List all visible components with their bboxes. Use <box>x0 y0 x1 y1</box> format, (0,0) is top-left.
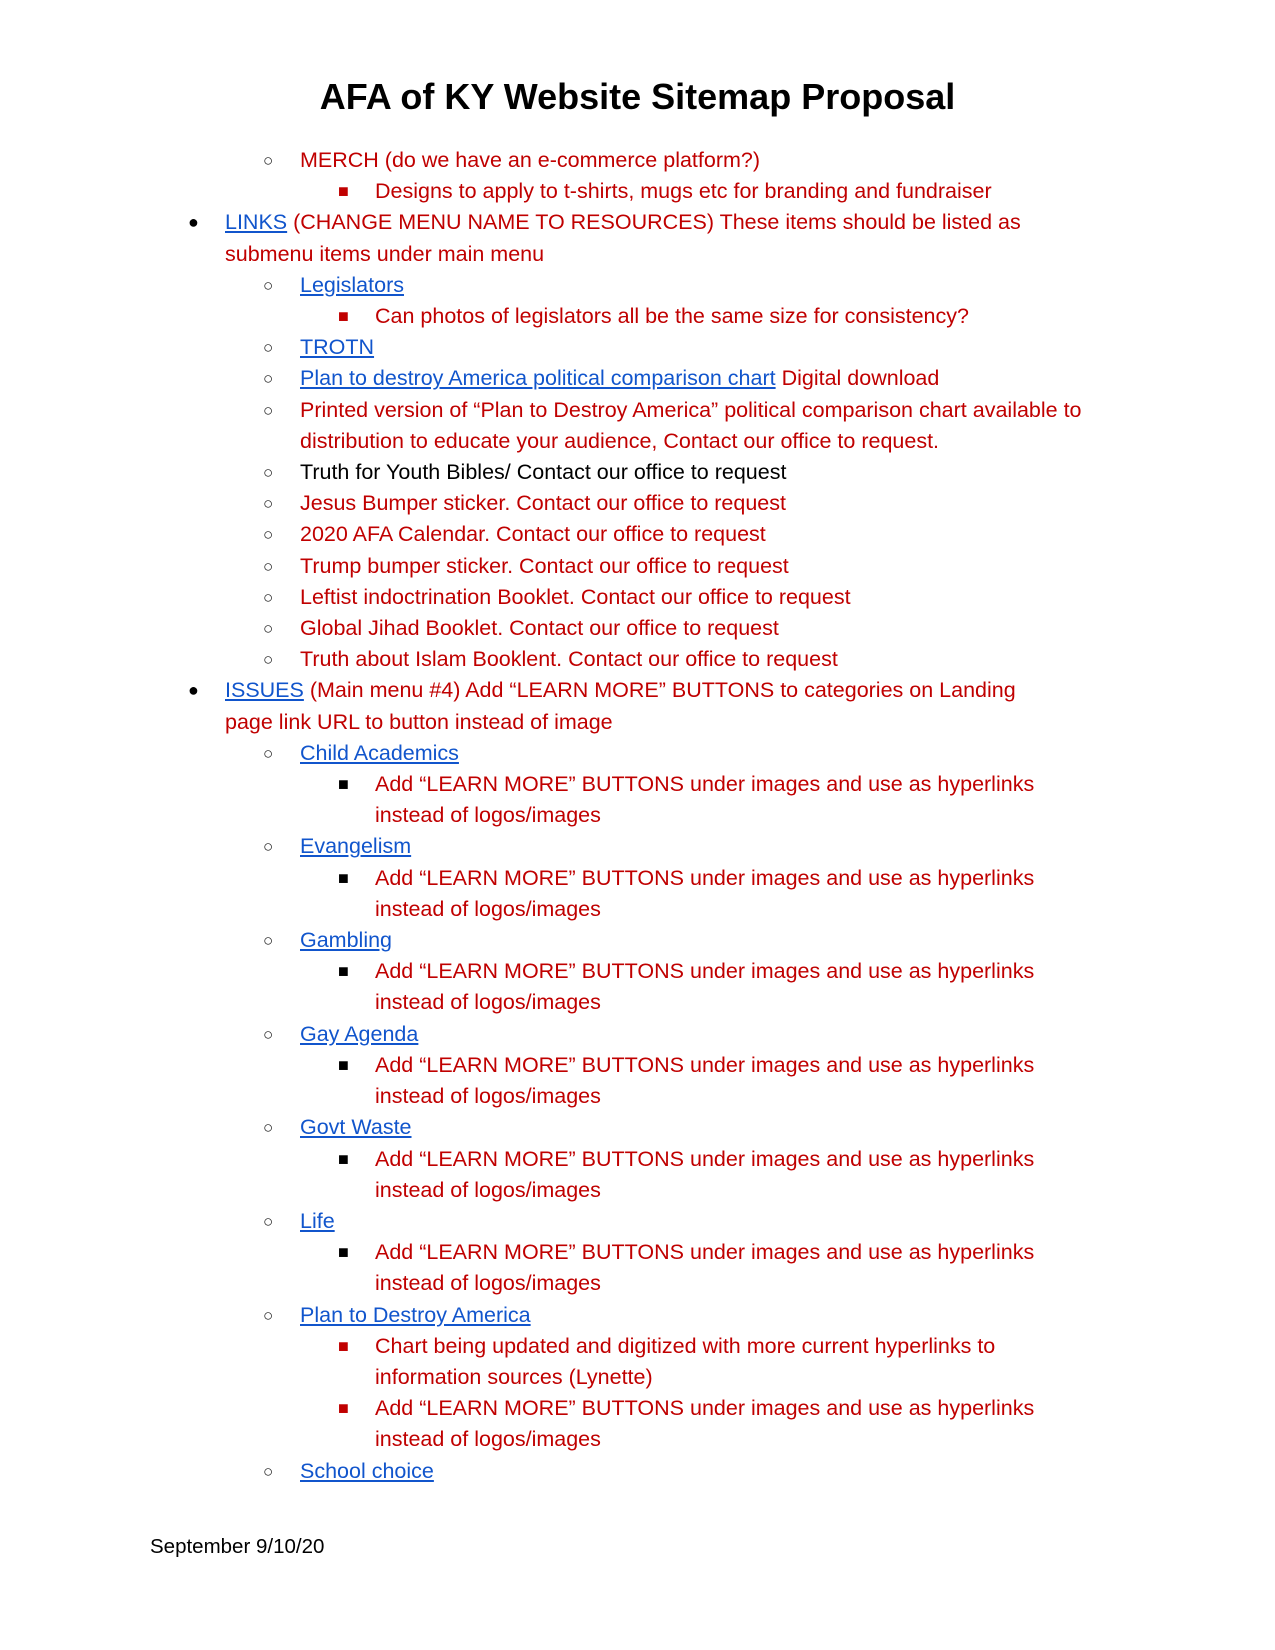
list-item-govt-waste-sub <box>0 1144 1275 1206</box>
list-item-child-academics <box>0 738 1275 769</box>
issues-link[interactable]: ISSUES <box>225 678 304 703</box>
trotn-link[interactable]: TROTN <box>300 335 375 360</box>
hollow-circle-bullet-icon: ○ <box>263 743 274 763</box>
list-item-life <box>0 1206 1275 1237</box>
item-text: Printed version of “Plan to Destroy America” political comparison chart available to distribution to educate your audience, Contact our office to request. <box>300 397 1082 453</box>
item-text: Jesus Bumper sticker. Contact our office to request <box>300 491 786 516</box>
square-bullet-icon: ■ <box>338 306 349 327</box>
hollow-circle-bullet-icon: ○ <box>263 587 274 607</box>
item-text: Truth for Youth Bibles/ Contact our office to request <box>300 460 787 485</box>
item-text: (Main menu #4) Add “LEARN MORE” BUTTONS to categories on Landing page link URL to button instead of image <box>225 678 1016 734</box>
item-text: (CHANGE MENU NAME TO RESOURCES) These items should be listed as submenu items under main menu <box>225 210 1021 266</box>
item-text: Leftist indoctrination Booklet. Contact our office to request <box>300 584 851 609</box>
item-text: Add “LEARN MORE” BUTTONS under images and use as hyperlinks instead of logos/images <box>375 1052 1035 1109</box>
govt-waste-link[interactable]: Govt Waste <box>300 1115 412 1140</box>
hollow-circle-bullet-icon: ○ <box>263 619 274 639</box>
hollow-circle-bullet-icon: ○ <box>263 463 274 483</box>
child-academics-link[interactable]: Child Academics <box>300 740 459 765</box>
list-item-calendar <box>0 519 1275 550</box>
list-item-jihad <box>0 613 1275 644</box>
item-text: Trump bumper sticker. Contact our office to request <box>300 553 789 578</box>
item-text: Designs to apply to t-shirts, mugs etc for branding and fundraiser <box>375 179 992 204</box>
list-item-gay-agenda-sub <box>0 1050 1275 1112</box>
list-item-issues <box>0 675 1275 737</box>
list-item-gambling-sub <box>0 956 1275 1018</box>
list-item-islam <box>0 644 1275 675</box>
item-text: Add “LEARN MORE” BUTTONS under images and use as hyperlinks instead of logos/images <box>375 865 1035 921</box>
item-text: Digital download <box>775 366 940 391</box>
hollow-circle-bullet-icon: ○ <box>263 1461 274 1481</box>
list-item-plan-destroy-america <box>0 1300 1275 1331</box>
list-item-jesus <box>0 488 1275 519</box>
list-item-trotn <box>0 332 1275 363</box>
list-item-child-academics-sub <box>0 769 1275 831</box>
item-text: Add “LEARN MORE” BUTTONS under images and use as hyperlinks instead of logos/images <box>375 1240 1035 1296</box>
list-item-trump <box>0 551 1275 582</box>
list-item-bibles <box>0 457 1275 488</box>
item-text: Add “LEARN MORE” BUTTONS under images and use as hyperlinks instead of logos/images <box>375 959 1035 1015</box>
hollow-circle-bullet-icon: ○ <box>263 151 274 170</box>
square-bullet-icon: ■ <box>338 1242 349 1263</box>
life-link[interactable]: Life <box>300 1208 335 1233</box>
hollow-circle-bullet-icon: ○ <box>263 369 274 389</box>
hollow-circle-bullet-icon: ○ <box>263 1305 274 1325</box>
plan-destroy-america-link[interactable]: Plan to Destroy America <box>300 1302 531 1327</box>
gay-agenda-link[interactable]: Gay Agenda <box>300 1021 419 1046</box>
list-item-merch <box>0 145 1275 176</box>
footer-date: September 9/10/20 <box>150 1535 325 1558</box>
item-text: 2020 AFA Calendar. Contact our office to request <box>300 522 766 547</box>
item-text: Truth about Islam Booklent. Contact our office to request <box>300 647 838 672</box>
legislators-link[interactable]: Legislators <box>300 272 404 297</box>
item-text: Chart being updated and digitized with more current hyperlinks to information sources (Lynette) <box>375 1333 996 1389</box>
list-item-printed <box>0 395 1275 457</box>
hollow-circle-bullet-icon: ○ <box>263 1211 274 1231</box>
links-link[interactable]: LINKS <box>225 210 288 235</box>
item-text: Can photos of legislators all be the same size for consistency? <box>375 304 969 329</box>
item-text: Add “LEARN MORE” BUTTONS under images and use as hyperlinks instead of logos/images <box>375 772 1035 828</box>
list-item-links <box>0 207 1275 269</box>
hollow-circle-bullet-icon: ○ <box>263 400 274 420</box>
school-choice-link[interactable]: School choice <box>300 1458 434 1483</box>
item-text: Add “LEARN MORE” BUTTONS under images and use as hyperlinks instead of logos/images <box>375 1396 1035 1452</box>
hollow-circle-bullet-icon: ○ <box>263 525 274 545</box>
plan-chart-link[interactable]: Plan to destroy America political comparison chart <box>300 366 776 391</box>
list-item-legislators <box>0 270 1275 301</box>
hollow-circle-bullet-icon: ○ <box>263 650 274 670</box>
list-item-govt-waste <box>0 1112 1275 1143</box>
square-bullet-icon: ■ <box>338 1054 349 1075</box>
square-bullet-icon: ■ <box>338 1148 349 1169</box>
list-item-life-sub <box>0 1237 1275 1299</box>
page-title: AFA of KY Website Sitemap Proposal <box>319 76 956 117</box>
item-text: Global Jihad Booklet. Contact our office to request <box>300 616 779 641</box>
filled-circle-bullet-icon: ● <box>188 680 199 701</box>
square-bullet-icon: ■ <box>338 1335 349 1356</box>
list-item-gambling <box>0 925 1275 956</box>
gambling-link[interactable]: Gambling <box>300 928 393 953</box>
list-item-evangelism <box>0 831 1275 862</box>
hollow-circle-bullet-icon: ○ <box>263 556 274 576</box>
hollow-circle-bullet-icon: ○ <box>263 1024 274 1044</box>
square-bullet-icon: ■ <box>338 1398 349 1419</box>
list-item-evangelism-sub <box>0 863 1275 925</box>
item-text: Add “LEARN MORE” BUTTONS under images and use as hyperlinks instead of logos/images <box>375 1146 1035 1202</box>
square-bullet-icon: ■ <box>338 774 349 795</box>
square-bullet-icon: ■ <box>338 181 349 202</box>
hollow-circle-bullet-icon: ○ <box>263 275 274 295</box>
list-item-plan-sub-2 <box>0 1393 1275 1455</box>
hollow-circle-bullet-icon: ○ <box>263 1118 274 1138</box>
square-bullet-icon: ■ <box>338 961 349 982</box>
evangelism-link[interactable]: Evangelism <box>300 834 412 859</box>
hollow-circle-bullet-icon: ○ <box>263 931 274 951</box>
list-item-gay-agenda <box>0 1019 1275 1050</box>
list-item-plan-chart <box>0 363 1275 394</box>
filled-circle-bullet-icon: ● <box>188 212 199 233</box>
hollow-circle-bullet-icon: ○ <box>263 494 274 514</box>
square-bullet-icon: ■ <box>338 867 349 888</box>
hollow-circle-bullet-icon: ○ <box>263 837 274 857</box>
list-item-plan-sub-1 <box>0 1331 1275 1393</box>
sitemap-list <box>0 145 1275 1487</box>
item-text: MERCH (do we have an e-commerce platform?) <box>300 148 761 172</box>
list-item-legislators-sub <box>0 301 1275 332</box>
list-item-school-choice <box>0 1456 1275 1487</box>
list-item-leftist <box>0 582 1275 613</box>
hollow-circle-bullet-icon: ○ <box>263 338 274 358</box>
list-item-merch-sub <box>0 176 1275 207</box>
